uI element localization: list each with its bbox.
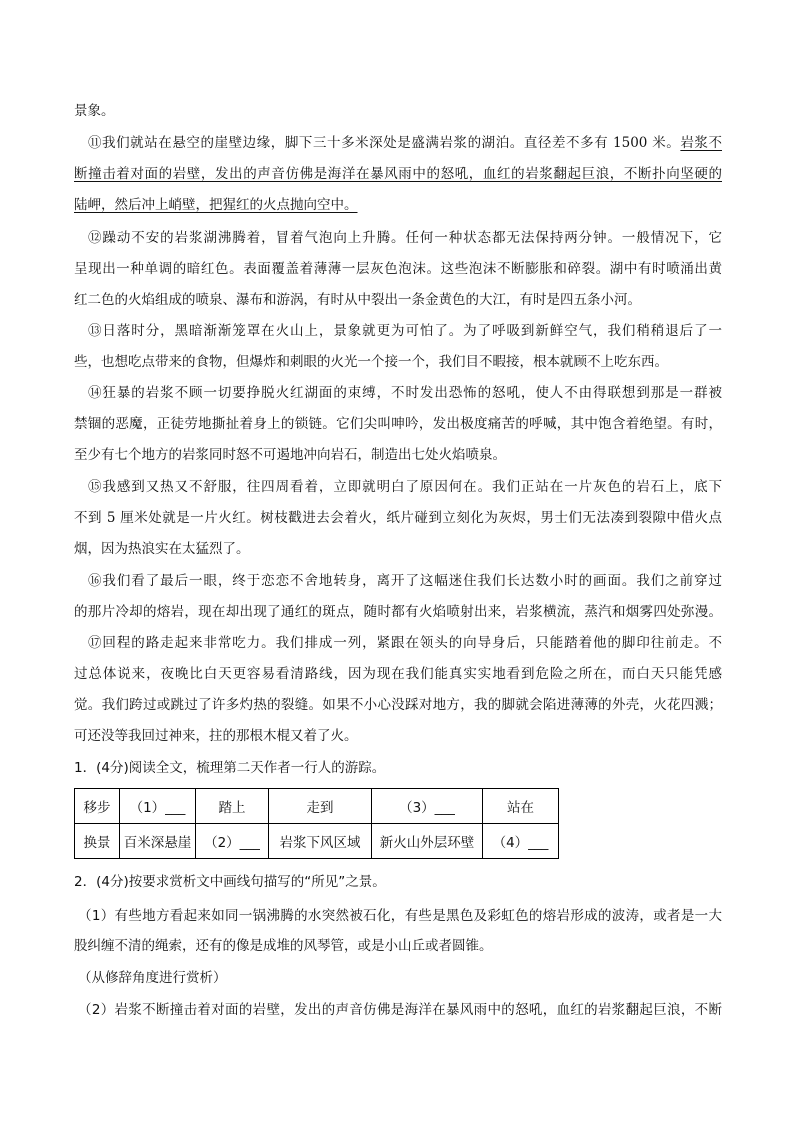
paragraph-14-line-2: 禁锢的恶魔，正徒劳地撕扯着身上的锁链。它们尖叫呻吟，发出极度痛苦的呼喊，其中饱含着绝望。有时， — [74, 416, 722, 432]
table-cell: 百米深悬崖 — [120, 824, 196, 859]
paragraph-15-line-3: 烟，因为热浪实在太猛烈了。 — [74, 541, 250, 557]
table-cell: 走到 — [269, 789, 372, 824]
paragraph-16-line-2: 的那片冷却的熔岩，现在却出现了通红的斑点，随时都有火焰喷射出来，岩浆横流，蒸汽和烟雾四处弥漫。 — [74, 604, 722, 620]
table-cell-blank-4: （4）___ — [483, 824, 559, 859]
paragraph-11-plain-text: ⑪我们就站在悬空的崖壁边缘，脚下三十多米深处是盛满岩浆的湖泊。直径差不多有 1500 米。 — [88, 135, 681, 151]
table-cell: 踏上 — [196, 789, 269, 824]
table-cell-blank-2: （2）___ — [196, 824, 269, 859]
paragraph-17-line-4: 可还没等我回过神来，拄的那根木棍又着了火。 — [74, 728, 358, 744]
question-1-text: 1．(4分)阅读全文，梳理第二天作者一行人的游踪。 — [74, 760, 386, 776]
paragraph-17-line-2: 过总体说来，夜晚比白天更容易看清路线，因为现在我们能真实实地看到危险之所在，而白天只能凭感 — [74, 666, 722, 682]
paragraph-12-line-2: 呈现出一种单调的暗红色。表面覆盖着薄薄一层灰色泡沫。这些泡沫不断膨胀和碎裂。湖中有时喷涌出黄 — [74, 261, 722, 277]
paragraph-17-line-1: ⑰回程的路走起来非常吃力。我们排成一列，紧跟在领头的向导身后，只能踏着他的脚印往前走。不 — [88, 635, 722, 651]
table-row — [75, 789, 559, 824]
question-1 — [74, 758, 722, 780]
question-2-sub-1-line-1: （1）有些地方看起来如同一锅沸腾的水突然被石化，有些是黑色及彩虹色的熔岩形成的波涛，或者是一大 — [78, 908, 722, 924]
underlined-sentence-end: 陆岬，然后冲上峭壁，把猩红的火点抛向空中。 — [74, 197, 358, 213]
table-cell: 新火山外层环壁 — [372, 824, 483, 859]
itinerary-table — [74, 788, 559, 859]
question-2-text: 2．(4分)按要求赏析文中画线句描写的“所见”之景。 — [74, 874, 386, 890]
table-cell: 岩浆下风区域 — [269, 824, 372, 859]
paragraph-17-line-3: 觉。我们跨过或跳过了许多灼热的裂缝。如果不小心没踩对地方，我的脚就会陷进薄薄的外壳，火花四溅； — [74, 697, 722, 713]
table-cell: 换景 — [75, 824, 120, 859]
question-2-sub-2-line-1: （2）岩浆不断撞击着对面的岩壁，发出的声音仿佛是海洋在暴风雨中的怒吼，血红的岩浆翻起巨浪，不断 — [78, 1002, 722, 1018]
table-cell-blank-3: （3）___ — [372, 789, 483, 824]
paragraph-14-line-3: 至少有七个地方的岩浆同时怒不可遏地冲向岩石，制造出七处火焰喷泉。 — [74, 447, 506, 463]
paragraph-15-line-2: 不到 5 厘米处就是一片火红。树枝戳进去会着火，纸片碰到立刻化为灰烬，男士们无法凑到裂隙中借火点 — [74, 510, 722, 526]
question-2-sub-1-line-2: 股纠缠不清的绳索，还有的像是成堆的风琴管，或是小山丘或者圆锥。 — [74, 938, 493, 954]
question-2 — [74, 872, 722, 1072]
paragraph-12-line-3: 红二色的火焰组成的喷泉、瀑布和游涡，有时从中裂出一条金黄色的大江，有时是四五条小河。 — [74, 292, 641, 308]
passage-line: 景象。 — [74, 103, 115, 119]
paragraph-11-line-1 — [74, 133, 722, 153]
paragraph-13-line-1: ⑬日落时分，黑暗渐渐笼罩在火山上，景象就更为可怕了。为了呼吸到新鲜空气，我们稍稍退后了一 — [88, 323, 722, 339]
table-cell-blank-1: （1）___ — [120, 789, 196, 824]
passage — [74, 0, 722, 780]
table-row — [75, 824, 559, 859]
question-2-sub-1-hint: （从修辞角度进行赏析） — [78, 970, 227, 986]
table-cell: 移步 — [75, 789, 120, 824]
underlined-sentence-start: 岩浆不 — [680, 135, 722, 151]
paragraph-12-line-1: ⑫躁动不安的岩浆湖沸腾着，冒着气泡向上升腾。任何一种状态都无法保持两分钟。一般情况下，它 — [88, 230, 722, 246]
underlined-sentence-line-2: 断撞击着对面的岩壁，发出的声音仿佛是海洋在暴风雨中的怒吼，血红的岩浆翻起巨浪，不断扑向坚硬的 — [74, 166, 722, 182]
paragraph-14-line-1: ⑭狂暴的岩浆不顾一切要挣脱火红湖面的束缚，不时发出恐怖的怒吼，使人不由得联想到那是一群被 — [88, 385, 722, 401]
paragraph-16-line-1: ⑯我们看了最后一眼，终于恋恋不舍地转身，离开了这幅迷住我们长达数小时的画面。我们之前穿过 — [88, 573, 722, 589]
paragraph-13-line-2: 些，也想吃点带来的食物，但爆炸和刺眼的火光一个接一个，我们目不暇接，根本就顾不上吃东西。 — [74, 354, 668, 370]
underlined-sentence-line-3 — [74, 195, 722, 215]
paragraph-15-line-1: ⑮我感到又热又不舒服，往四周看着，立即就明白了原因何在。我们正站在一片灰色的岩石上，底下 — [88, 479, 722, 495]
table-cell: 站在 — [483, 789, 559, 824]
